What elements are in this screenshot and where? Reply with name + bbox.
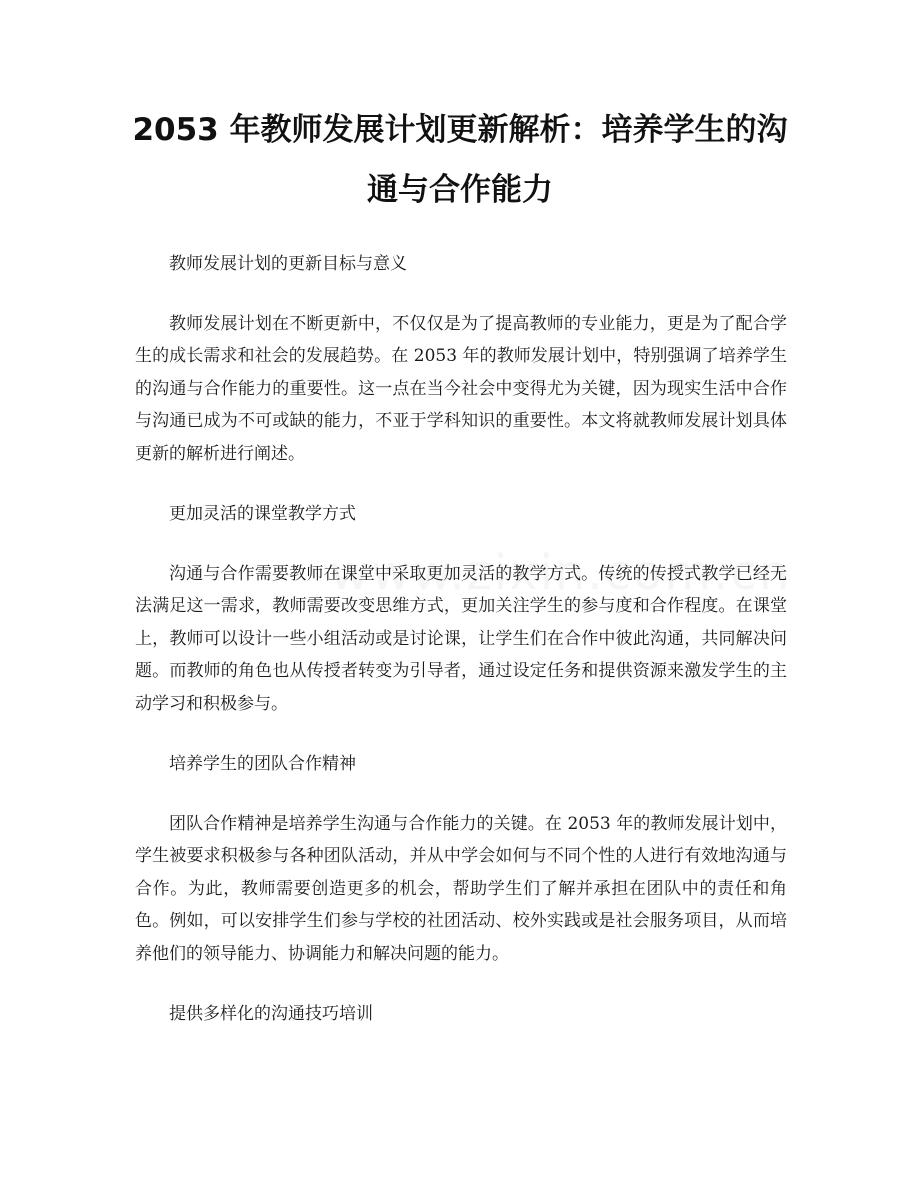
section-heading: 教师发展计划的更新目标与意义 [169,254,407,274]
section-flexible-teaching [135,492,787,720]
document-title: 2053 年教师发展计划更新解析：培养学生的沟通与合作能力 [132,112,788,208]
section-communication-training [135,992,787,1036]
section-heading: 培养学生的团队合作精神 [169,754,356,775]
section-paragraph: 团队合作精神是培养学生沟通与合作能力的关键。在 2053 年的教师发展计划中，学生被要求积极参与各种团队活动，并从中学会如何与不同个性的人进行有效地沟通与合作。为此，教师需要创造更多的机会，帮助学生们了解并承担在团队中的责任和角色。例如，可以安排学生们参与学校的社团活动、校外实践或是社会服务项目，从而培养他们的领导能力、协调能力和解决问题的能力。 [135,814,787,964]
section-heading: 提供多样化的沟通技巧培训 [169,1004,373,1025]
section-heading: 更加灵活的课堂教学方式 [169,504,356,525]
document-body [135,242,787,1058]
section-paragraph: 教师发展计划在不断更新中，不仅仅是为了提高教师的专业能力，更是为了配合学生的成长需求和社会的发展趋势。在 2053 年的教师发展计划中，特别强调了培养学生的沟通与合作能力的重要性。这一点在当今社会中变得尤为关键，因为现实生活中合作与沟通已成为不可或缺的能力，不亚于学科知识的重要性。本文将就教师发展计划具体更新的解析进行阐述。 [135,314,787,464]
section-update-goals [135,242,787,470]
section-teamwork-spirit [135,742,787,970]
section-paragraph: 沟通与合作需要教师在课堂中采取更加灵活的教学方式。传统的传授式教学已经无法满足这一需求，教师需要改变思维方式，更加关注学生的参与度和合作程度。在课堂上，教师可以设计一些小组活动或是讨论课，让学生们在合作中彼此沟通，共同解决问题。而教师的角色也从传授者转变为引导者，通过设定任务和提供资源来激发学生的主动学习和积极参与。 [135,564,787,714]
